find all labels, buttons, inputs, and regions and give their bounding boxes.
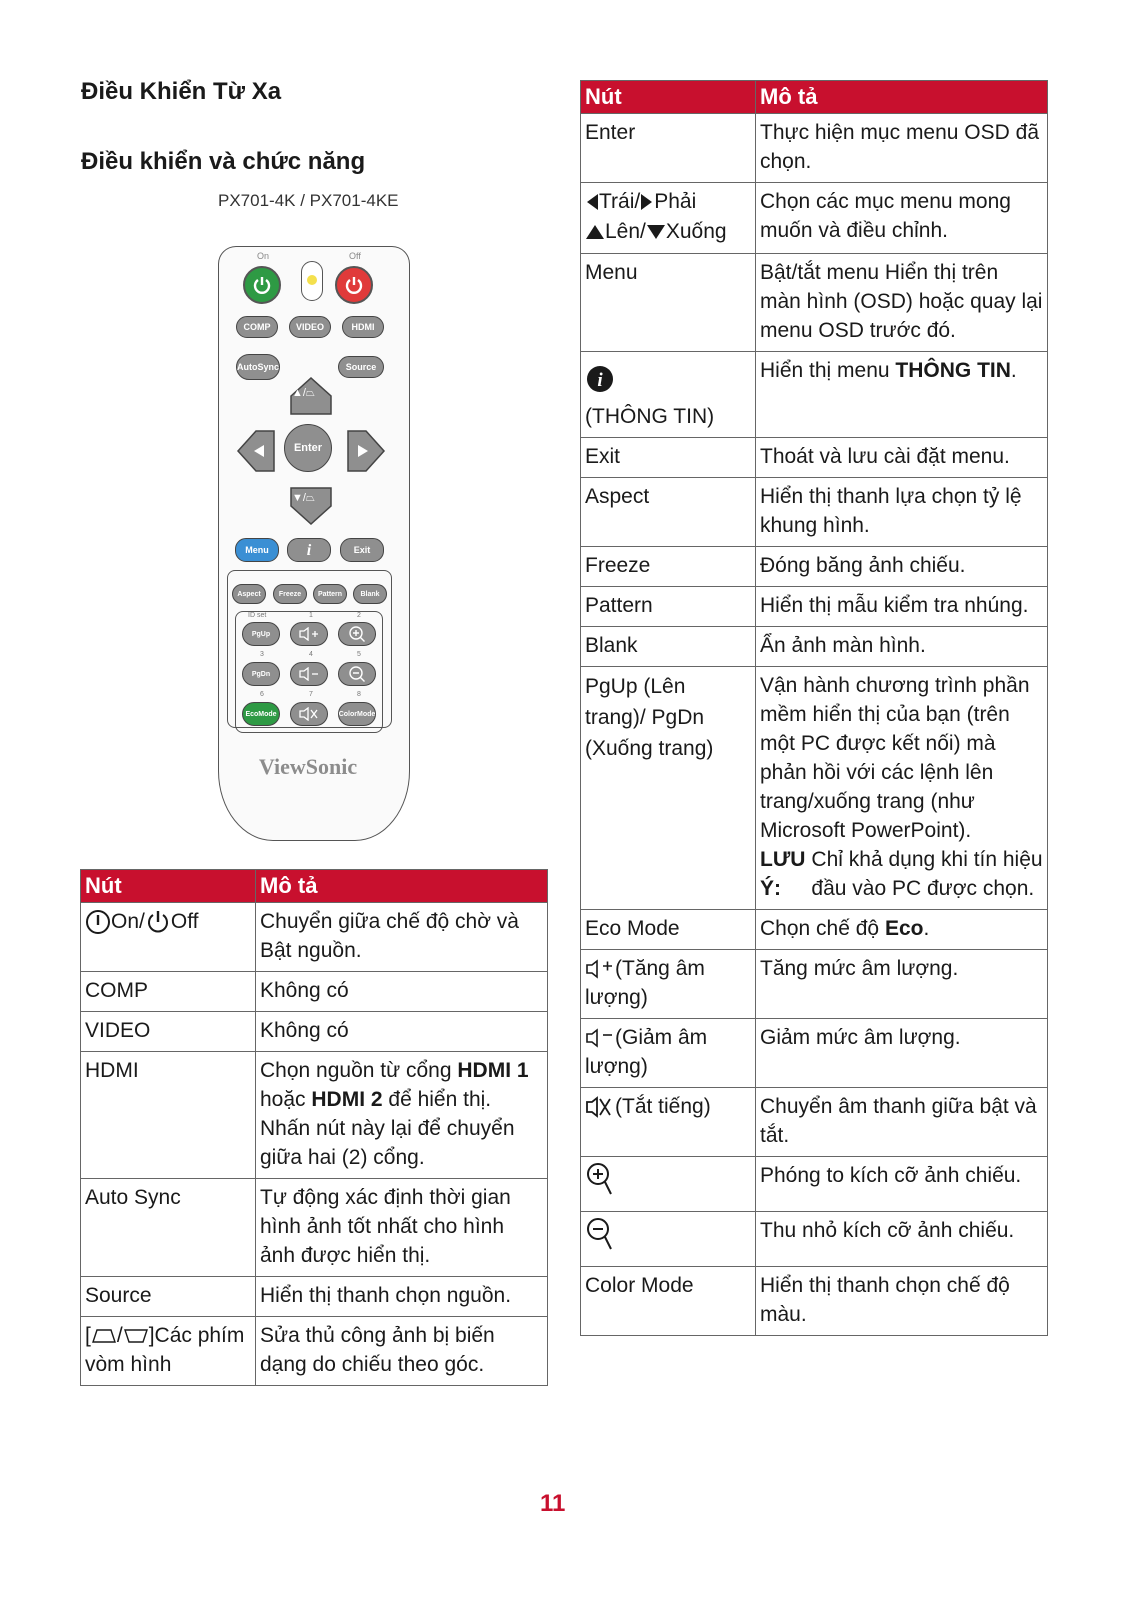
table-row <box>81 1317 548 1386</box>
cell-button: PgUp (Lên trang)/ PgDn (Xuống trang) <box>581 667 756 910</box>
inline-icon <box>145 910 171 933</box>
keystone-label: ]Các phím vòm hình <box>85 1324 245 1376</box>
color-mode-label-1: Color <box>338 710 357 718</box>
zoom-in-icon <box>585 1161 613 1197</box>
num-4: 4 <box>309 651 313 658</box>
cell-description: Chọn các mục menu mong muốn và điều chỉnh. <box>756 183 1048 254</box>
cell-button <box>581 352 756 438</box>
button-table-right <box>580 80 1048 1336</box>
brand-logo: ViewSonic <box>258 754 358 779</box>
up-down-label: Lên/ Xuống <box>605 220 727 243</box>
source-key: Source <box>338 356 384 378</box>
table-row <box>581 667 1048 910</box>
page-title: Điều Khiển Từ Xa <box>81 78 282 105</box>
menu-key: Menu <box>235 538 279 562</box>
auto-sync-label-1: Auto <box>237 361 258 372</box>
volume-down-label: (Giảm âm lượng) <box>585 1026 708 1078</box>
table-header <box>81 870 548 903</box>
table-row <box>581 1267 1048 1336</box>
desc-part: Hiển thị menu <box>760 359 896 382</box>
table-row <box>81 972 548 1012</box>
table-row <box>81 903 548 972</box>
power-on-icon <box>85 909 111 935</box>
cell-description: Hiển thị mẫu kiểm tra nhúng. <box>756 587 1048 627</box>
cell-button <box>581 1212 756 1267</box>
desc-part: Chọn nguồn từ cổng <box>260 1059 458 1082</box>
power-on-icon <box>243 266 281 304</box>
volume-up-icon <box>290 622 328 646</box>
freeze-key: Freeze <box>273 584 307 604</box>
mute-icon <box>290 702 328 726</box>
keystone-down-icon <box>123 1328 149 1344</box>
cell-description: Thu nhỏ kích cỡ ảnh chiếu. <box>756 1212 1048 1267</box>
table-row <box>581 438 1048 478</box>
cell-description: Chuyển âm thanh giữa bật và tắt. <box>756 1088 1048 1157</box>
num-2: 2 <box>357 612 361 619</box>
cell-description <box>756 910 1048 950</box>
table-row <box>581 478 1048 547</box>
cell-description: Đóng băng ảnh chiếu. <box>756 547 1048 587</box>
pgdn-key: PgDn <box>242 662 280 686</box>
desc-part: hoặc <box>260 1088 312 1111</box>
header-description: Mô tả <box>756 81 1048 114</box>
arrow-line-2 <box>585 217 751 247</box>
cell-description: Thực hiện mục menu OSD đã chọn. <box>756 114 1048 183</box>
info-icon <box>585 364 615 394</box>
header-description: Mô tả <box>256 870 548 903</box>
header-button: Nút <box>581 81 756 114</box>
header-button: Nút <box>81 870 256 903</box>
inline-icon <box>640 190 654 213</box>
table-row <box>581 627 1048 667</box>
cell-description: Sửa thủ công ảnh bị biến dạng do chiếu theo góc. <box>256 1317 548 1386</box>
num-3: 3 <box>260 651 264 658</box>
cell-description: Tự động xác định thời gian hình ảnh tốt nhất cho hình ảnh được hiển thị. <box>256 1179 548 1277</box>
cell-button: Enter <box>581 114 756 183</box>
desc-bold: HDMI 1 <box>457 1059 529 1082</box>
zoom-in-icon <box>338 622 376 646</box>
table-row <box>581 1088 1048 1157</box>
table-row <box>581 1212 1048 1267</box>
desc-part: . <box>1010 359 1017 382</box>
left-right-label: Trái/ Phải <box>599 190 697 213</box>
color-mode-label-2: Mode <box>357 710 376 718</box>
cell-description: Hiển thị thanh lựa chọn tỷ lệ khung hình. <box>756 478 1048 547</box>
off-label: Off <box>349 251 361 261</box>
cell-button: Exit <box>581 438 756 478</box>
cell-button: Freeze <box>581 547 756 587</box>
color-mode-key <box>338 702 376 726</box>
cell-description: Tăng mức âm lượng. <box>756 950 1048 1019</box>
cell-button: Aspect <box>581 478 756 547</box>
table-row <box>581 1157 1048 1212</box>
cell-description <box>256 1052 548 1179</box>
mute-label: (Tắt tiếng) <box>615 1095 711 1118</box>
pgup-key: PgUp <box>242 622 280 646</box>
cell-description: Bật/tắt menu Hiển thị trên màn hình (OSD) hoặc quay lại menu OSD trước đó. <box>756 254 1048 352</box>
desc-text: Vận hành chương trình phần mềm hiển thị của bạn (trên một PC được kết nối) mà phản hồi với các lệnh lên trang/xuống trang (như Microsoft PowerPoint). <box>760 674 1030 842</box>
on-label: On <box>257 251 270 261</box>
cell-description: Chuyển giữa chế độ chờ và Bật nguồn. <box>256 903 548 972</box>
table-row <box>81 1179 548 1277</box>
cell-button: HDMI <box>81 1052 256 1179</box>
up-arrow-icon <box>585 224 605 240</box>
num-7: 7 <box>309 691 313 698</box>
num-1: 1 <box>309 612 313 619</box>
volume-down-icon <box>290 662 328 686</box>
desc-bold: THÔNG TIN <box>895 359 1011 382</box>
cell-description: Giảm mức âm lượng. <box>756 1019 1048 1088</box>
led-indicator <box>301 261 323 301</box>
cell-button <box>81 903 256 972</box>
info-key: i <box>287 538 331 562</box>
pattern-key: Pattern <box>313 584 347 604</box>
table-row <box>581 910 1048 950</box>
table-row <box>581 254 1048 352</box>
cell-button <box>581 1157 756 1212</box>
hdmi-key: HDMI <box>342 316 384 338</box>
num-5: 5 <box>357 651 361 658</box>
table-row <box>81 1012 548 1052</box>
cell-button: Color Mode <box>581 1267 756 1336</box>
cell-description: Hiển thị thanh chọn chế độ màu. <box>756 1267 1048 1336</box>
cell-description: Phóng to kích cỡ ảnh chiếu. <box>756 1157 1048 1212</box>
on-off-label: On/ Off <box>111 910 199 933</box>
cell-button: Menu <box>581 254 756 352</box>
zoom-out-icon <box>585 1216 613 1252</box>
note-label: LƯU Ý: <box>760 848 806 900</box>
table-row <box>581 1019 1048 1088</box>
blank-key: Blank <box>353 584 387 604</box>
button-table-left <box>80 869 548 1386</box>
cell-description <box>756 667 1048 910</box>
aspect-key: Aspect <box>232 584 266 604</box>
desc-bold: Eco <box>884 917 924 940</box>
table-row <box>581 114 1048 183</box>
cell-button <box>581 183 756 254</box>
model-label: PX701-4K / PX701-4KE <box>218 191 399 210</box>
desc-part: để hiển thị. Nhấn nút này lại để chuyển giữa hai (2) cổng. <box>260 1088 515 1169</box>
table-row <box>81 1277 548 1317</box>
cell-button <box>581 1019 756 1088</box>
table-row <box>81 1052 548 1179</box>
cell-description: Hiển thị thanh chọn nguồn. <box>256 1277 548 1317</box>
note <box>760 845 1043 903</box>
cell-description: Không có <box>256 972 548 1012</box>
note-text: Chỉ khả dụng khi tín hiệu đầu vào PC được chọn. <box>811 848 1043 900</box>
volume-up-icon <box>585 958 615 980</box>
power-off-icon <box>335 266 373 304</box>
volume-down-icon <box>585 1027 615 1049</box>
cell-button: Eco Mode <box>581 910 756 950</box>
table-row <box>581 352 1048 438</box>
table-row <box>581 950 1048 1019</box>
cell-button: Source <box>81 1277 256 1317</box>
remote-illustration <box>218 246 410 841</box>
bracket-open: [ <box>85 1324 91 1347</box>
exit-key: Exit <box>340 538 384 562</box>
mute-icon <box>585 1095 615 1119</box>
desc-bold: HDMI 2 <box>311 1088 383 1111</box>
svg-text:i: i <box>597 370 603 391</box>
cell-description <box>756 352 1048 438</box>
keystone-up-icon <box>91 1328 117 1344</box>
eco-label-1: Eco <box>245 710 259 718</box>
auto-sync-label-2: Sync <box>257 361 280 372</box>
cell-button <box>581 1088 756 1157</box>
num-6: 6 <box>260 691 264 698</box>
cell-button <box>581 950 756 1019</box>
cell-button: Blank <box>581 627 756 667</box>
table-header <box>581 81 1048 114</box>
eco-mode-key <box>242 702 280 726</box>
video-key: VIDEO <box>289 316 331 338</box>
slash: / <box>116 1324 123 1347</box>
cell-button: VIDEO <box>81 1012 256 1052</box>
inline-icon <box>646 220 666 243</box>
eco-label-2: Mode <box>258 710 277 718</box>
arrow-line-1 <box>585 187 751 217</box>
cell-description: Thoát và lưu cài đặt menu. <box>756 438 1048 478</box>
left-arrow-icon <box>585 193 599 211</box>
section-title: Điều khiển và chức năng <box>81 148 366 175</box>
comp-key: COMP <box>236 316 278 338</box>
cell-button: Pattern <box>581 587 756 627</box>
zoom-out-icon <box>338 662 376 686</box>
cell-button <box>81 1317 256 1386</box>
num-8: 8 <box>357 691 361 698</box>
cell-description: Không có <box>256 1012 548 1052</box>
cell-button: COMP <box>81 972 256 1012</box>
up-key-label: ▲/⏢ <box>292 387 315 399</box>
enter-key: Enter <box>284 424 332 472</box>
cell-button: Auto Sync <box>81 1179 256 1277</box>
page-number: 11 <box>540 1490 566 1517</box>
down-key-label: ▼/⏢ <box>292 492 315 504</box>
desc-part: . <box>923 917 930 940</box>
table-row <box>581 547 1048 587</box>
id-set-label: ID set <box>248 612 267 619</box>
desc-part: Chọn chế độ <box>760 917 885 940</box>
table-row <box>581 183 1048 254</box>
info-label: (THÔNG TIN) <box>585 405 715 428</box>
table-row <box>581 587 1048 627</box>
cell-description: Ẩn ảnh màn hình. <box>756 627 1048 667</box>
volume-up-label: (Tăng âm lượng) <box>585 957 705 1009</box>
